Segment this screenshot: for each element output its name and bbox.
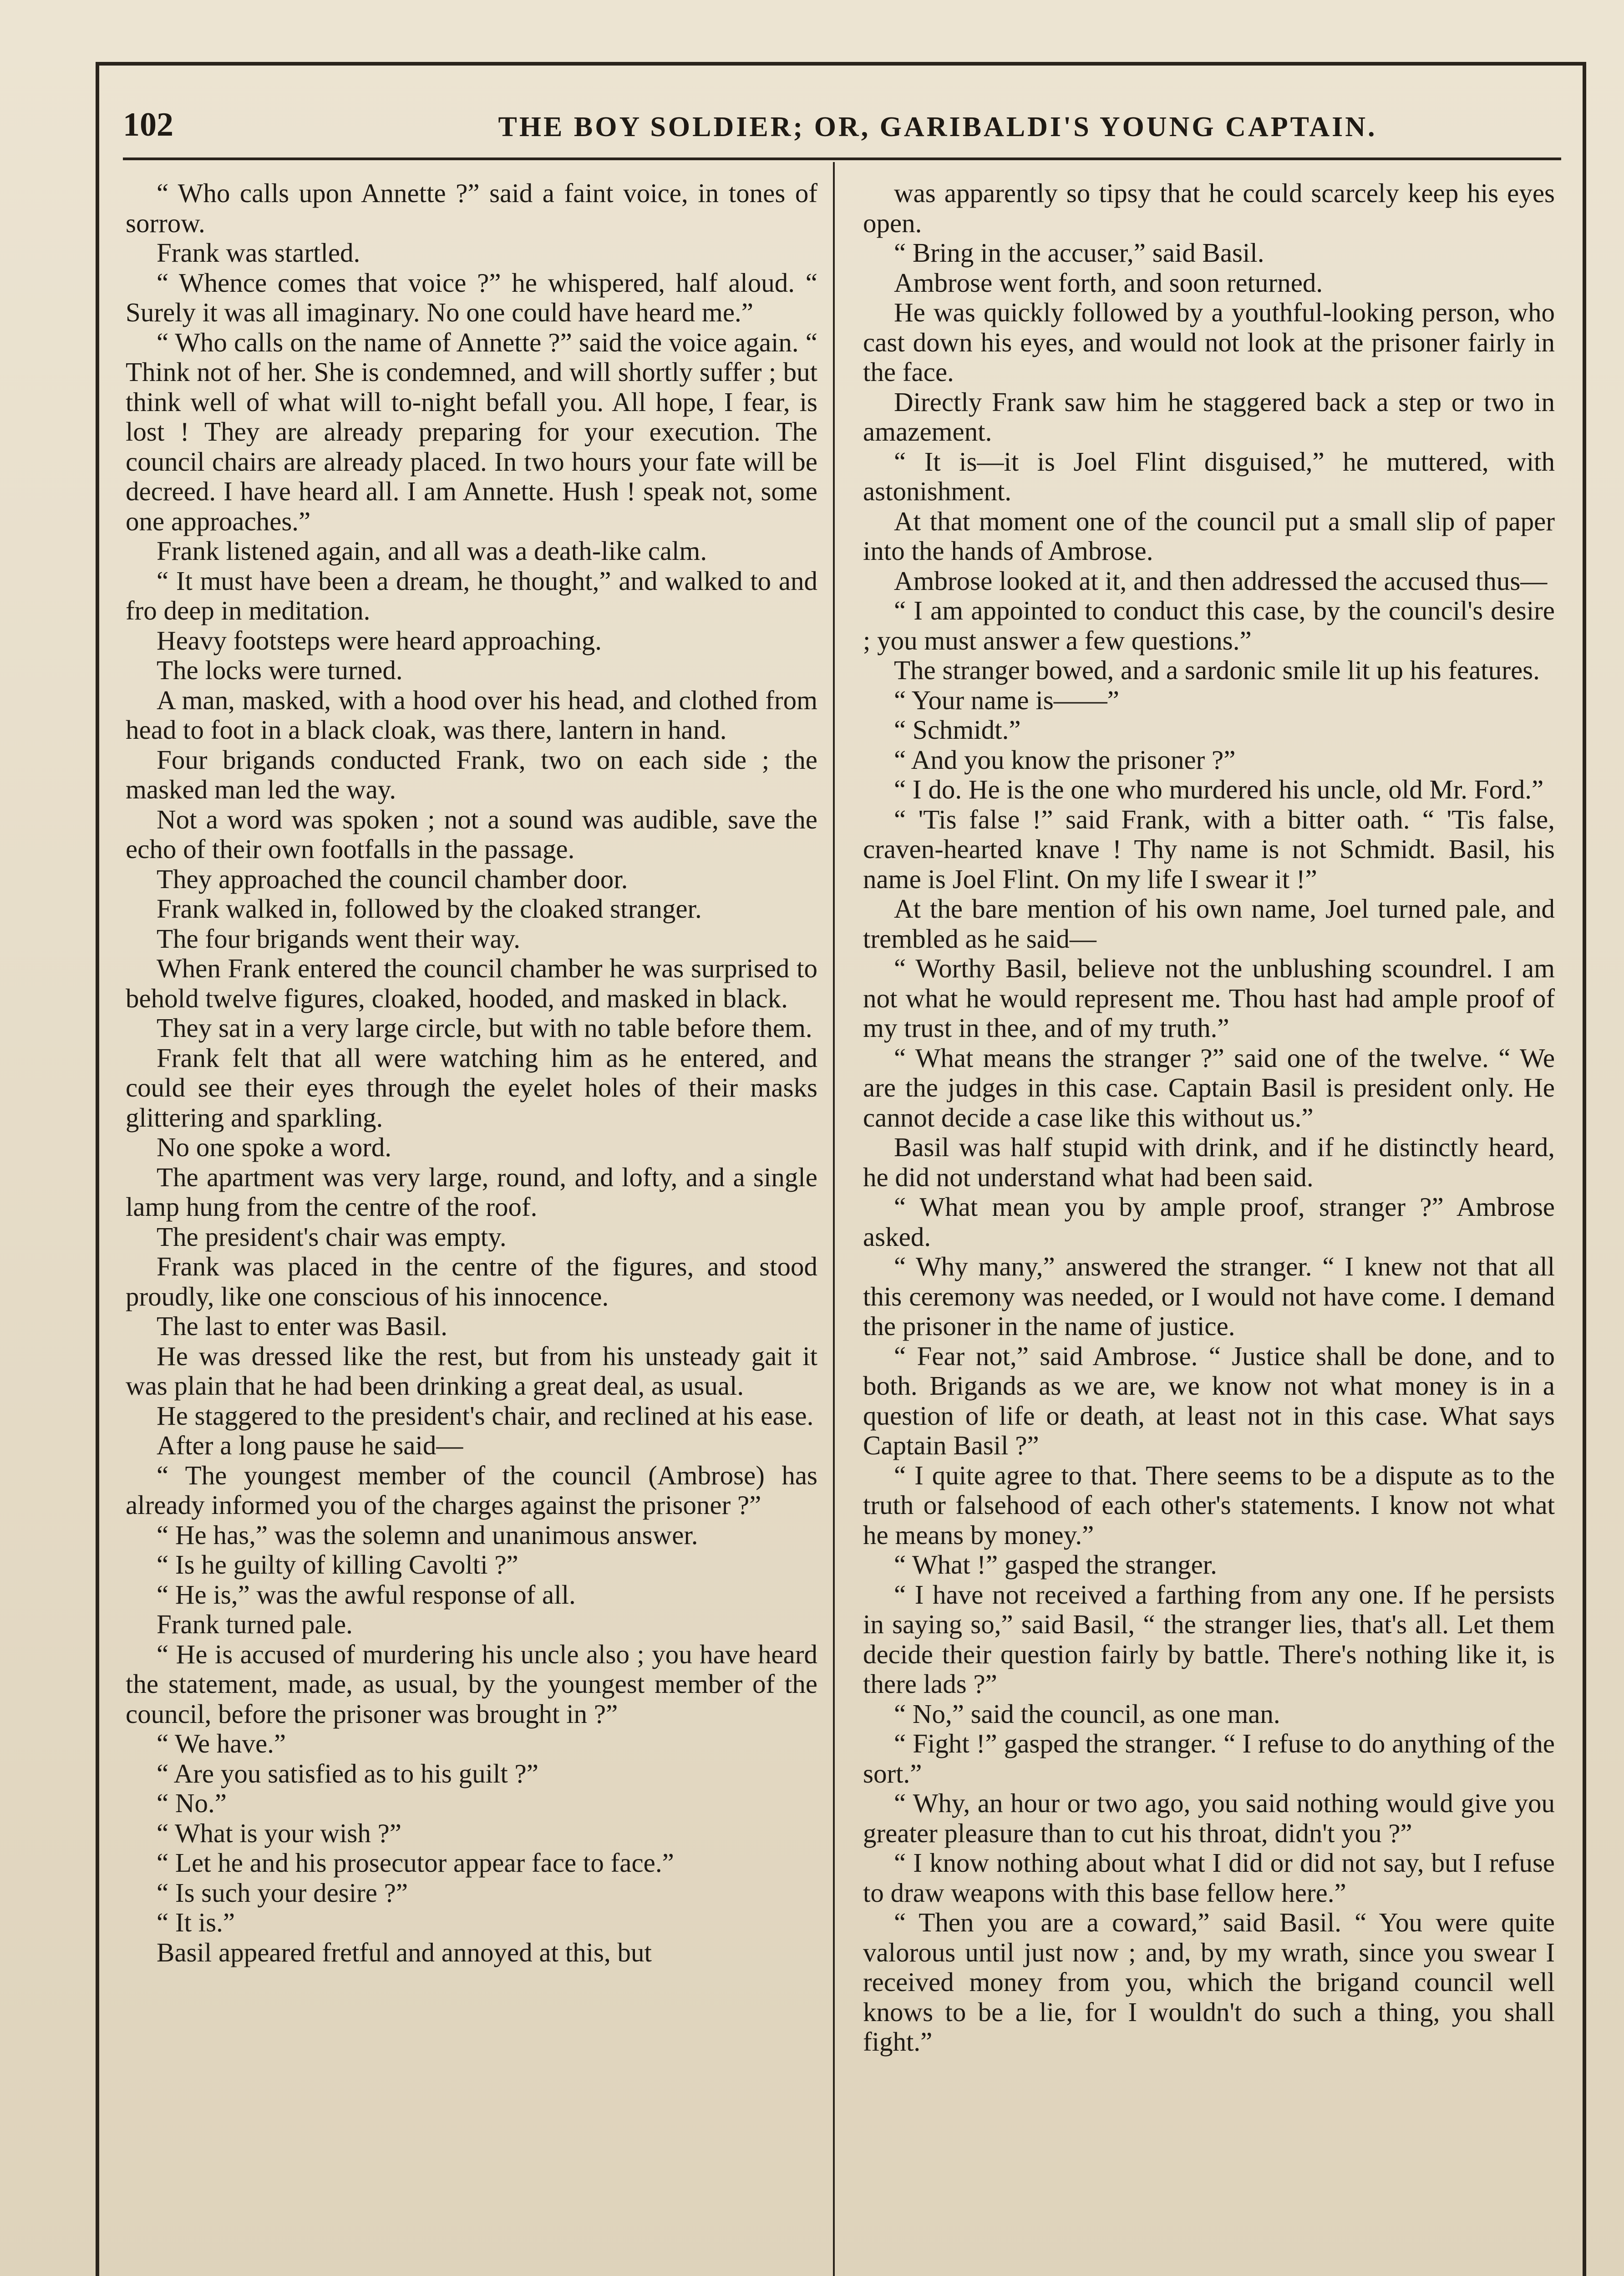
- paragraph: Heavy footsteps were heard approaching.: [157, 625, 602, 655]
- paragraph: “ What is your wish ?”: [157, 1818, 401, 1848]
- running-title: THE BOY SOLDIER; OR, GARIBALDI'S YOUNG CAPTAIN.: [498, 112, 1377, 142]
- paragraph: When Frank entered the council chamber he was surprised to behold twelve figures, cloaked, hooded, and masked in black.: [126, 953, 817, 1013]
- paragraph: Not a word was spoken ; not a sound was audible, save the echo of their own footfalls in the passage.: [126, 804, 817, 864]
- paragraph: “ And you know the prisoner ?”: [894, 744, 1236, 775]
- paragraph: Directly Frank saw him he staggered back a step or two in amazement.: [863, 386, 1555, 447]
- paragraph: The president's chair was empty.: [157, 1221, 507, 1252]
- paragraph: “ I quite agree to that. There seems to be a dispute as to the truth or falsehood of each other's statements. I know not what he means by money.”: [863, 1460, 1555, 1550]
- paragraph: was apparently so tipsy that he could scarcely keep his eyes open.: [863, 178, 1555, 238]
- paragraph: “ Are you satisfied as to his guilt ?”: [157, 1758, 538, 1788]
- paragraph: Ambrose went forth, and soon returned.: [894, 267, 1323, 298]
- page-number: 102: [123, 106, 173, 143]
- paragraph: “ Schmidt.”: [894, 715, 1021, 745]
- paragraph: He was quickly followed by a youthful-looking person, who cast down his eyes, and would not look at the prisoner fairly in the face.: [863, 297, 1555, 387]
- left-column: [126, 178, 817, 1967]
- paragraph: “ Fear not,” said Ambrose. “ Justice shall be done, and to both. Brigands as we are, we know not what money is in a question of life or death, at least not in this case. What says Captain Basil ?”: [863, 1341, 1555, 1460]
- paragraph: “ Who calls upon Annette ?” said a faint voice, in tones of sorrow.: [126, 178, 817, 238]
- paragraph: “ I do. He is the one who murdered his uncle, old Mr. Ford.”: [894, 774, 1544, 804]
- paragraph: “ We have.”: [157, 1728, 286, 1758]
- paragraph: They approached the council chamber door.: [157, 864, 628, 894]
- paragraph: “ What mean you by ample proof, stranger ?” Ambrose asked.: [863, 1192, 1555, 1252]
- paragraph: “ Is he guilty of killing Cavolti ?”: [157, 1550, 518, 1580]
- paragraph: Frank felt that all were watching him as he entered, and could see their eyes through the eyelet holes of their masks glittering and sparkling.: [126, 1042, 817, 1133]
- paragraph: “ Who calls on the name of Annette ?” said the voice again. “ Think not of her. She is condemned, and will shortly suffer ; but think well of what will to-night befall you. All hope, I fear, is lost ! They are already preparing for your execution. The council chairs are already placed. In two hours your fate will be decreed. I have heard all. I am Annette. Hush ! speak not, some one approaches.”: [126, 327, 817, 536]
- paragraph: “ 'Tis false !” said Frank, with a bitter oath. “ 'Tis false, craven-hearted knave ! Thy name is not Schmidt. Basil, his name is Joel Flint. On my life I swear it !”: [863, 804, 1555, 894]
- paragraph: Ambrose looked at it, and then addressed the accused thus—: [894, 565, 1548, 596]
- paragraph: Frank turned pale.: [157, 1609, 353, 1639]
- paragraph: “ It is—it is Joel Flint disguised,” he muttered, with astonishment.: [863, 446, 1555, 506]
- right-column: [863, 178, 1555, 2057]
- paragraph: “ Fight !” gasped the stranger. “ I refuse to do anything of the sort.”: [863, 1728, 1555, 1788]
- paragraph: Basil appeared fretful and annoyed at this, but: [157, 1937, 652, 1967]
- paragraph: “ No.”: [157, 1788, 227, 1818]
- paragraph: They sat in a very large circle, but with no table before them.: [157, 1013, 812, 1043]
- paragraph: “ What !” gasped the stranger.: [894, 1550, 1217, 1580]
- paragraph: “ I have not received a farthing from any one. If he persists in saying so,” said Basil, “ the stranger lies, that's all. Let them decide their question fairly by battle. There's nothing like it, is there lads ?”: [863, 1579, 1555, 1699]
- paragraph: “ Why, an hour or two ago, you said nothing would give you greater pleasure than to cut his throat, didn't you ?”: [863, 1788, 1555, 1848]
- paragraph: “ He has,” was the solemn and unanimous answer.: [157, 1519, 698, 1550]
- paragraph: “ What means the stranger ?” said one of the twelve. “ We are the judges in this case. Captain Basil is president only. He cannot decide a case like this without us.”: [863, 1042, 1555, 1133]
- paragraph: The four brigands went their way.: [157, 923, 520, 954]
- paragraph: The locks were turned.: [157, 655, 403, 685]
- paragraph: He staggered to the president's chair, and reclined at his ease.: [157, 1400, 814, 1431]
- paragraph: Basil was half stupid with drink, and if he distinctly heard, he did not understand what had been said.: [863, 1132, 1555, 1192]
- paragraph: “ Is such your desire ?”: [157, 1877, 408, 1908]
- paragraph: “ The youngest member of the council (Ambrose) has already informed you of the charges against the prisoner ?”: [126, 1460, 817, 1520]
- paragraph: Frank was startled.: [157, 238, 360, 268]
- paragraph: The last to enter was Basil.: [157, 1311, 448, 1341]
- paragraph: “ It is.”: [157, 1907, 235, 1937]
- paragraph: The apartment was very large, round, and lofty, and a single lamp hung from the centre of the roof.: [126, 1162, 817, 1222]
- paragraph: “ I am appointed to conduct this case, by the council's desire ; you must answer a few questions.”: [863, 595, 1555, 655]
- column-divider: [833, 162, 835, 2276]
- paragraph: No one spoke a word.: [157, 1132, 392, 1162]
- paragraph: “ Whence comes that voice ?” he whispered, half aloud. “ Surely it was all imaginary. No one could have heard me.”: [126, 267, 817, 327]
- paragraph: The stranger bowed, and a sardonic smile lit up his features.: [894, 655, 1540, 685]
- paragraph: “ He is accused of murdering his uncle also ; you have heard the statement, made, as usual, by the youngest member of the council, before the prisoner was brought in ?”: [126, 1639, 817, 1729]
- paragraph: A man, masked, with a hood over his head, and clothed from head to foot in a black cloak, was there, lantern in hand.: [126, 685, 817, 745]
- paragraph: At that moment one of the council put a small slip of paper into the hands of Ambrose.: [863, 506, 1555, 566]
- header-rule: [123, 157, 1561, 160]
- paragraph: “ No,” said the council, as one man.: [894, 1698, 1280, 1729]
- paragraph: At the bare mention of his own name, Joel turned pale, and trembled as he said—: [863, 894, 1555, 954]
- paragraph: “ Let he and his prosecutor appear face to face.”: [157, 1848, 674, 1878]
- paragraph: “ Bring in the accuser,” said Basil.: [894, 238, 1264, 268]
- paragraph: “ Then you are a coward,” said Basil. “ You were quite valorous until just now ; and, by my wrath, since you swear I received money from you, which the brigand council well knows to be a lie, for I wouldn't do such a thing, you shall fight.”: [863, 1907, 1555, 2057]
- paragraph: He was dressed like the rest, but from his unsteady gait it was plain that he had been drinking a great deal, as usual.: [126, 1341, 817, 1401]
- paragraph: Four brigands conducted Frank, two on each side ; the masked man led the way.: [126, 744, 817, 804]
- paragraph: Frank was placed in the centre of the figures, and stood proudly, like one conscious of his innocence.: [126, 1251, 817, 1311]
- paragraph: After a long pause he said—: [157, 1430, 463, 1460]
- paragraph: Frank listened again, and all was a death-like calm.: [157, 536, 707, 566]
- paragraph: “ Why many,” answered the stranger. “ I knew not that all this ceremony was needed, or I would not have come. I demand the prisoner in the name of justice.: [863, 1251, 1555, 1341]
- paragraph: “ I know nothing about what I did or did not say, but I refuse to draw weapons with this base fellow here.”: [863, 1848, 1555, 1908]
- paragraph: “ It must have been a dream, he thought,” and walked to and fro deep in meditation.: [126, 565, 817, 625]
- paragraph: “ Worthy Basil, believe not the unblushing scoundrel. I am not what he would represent me. Thou hast had ample proof of my trust in thee, and of my truth.”: [863, 953, 1555, 1043]
- paragraph: “ Your name is——”: [894, 685, 1119, 715]
- page-header: [123, 106, 1561, 165]
- paragraph: “ He is,” was the awful response of all.: [157, 1579, 576, 1610]
- paragraph: Frank walked in, followed by the cloaked stranger.: [157, 894, 702, 924]
